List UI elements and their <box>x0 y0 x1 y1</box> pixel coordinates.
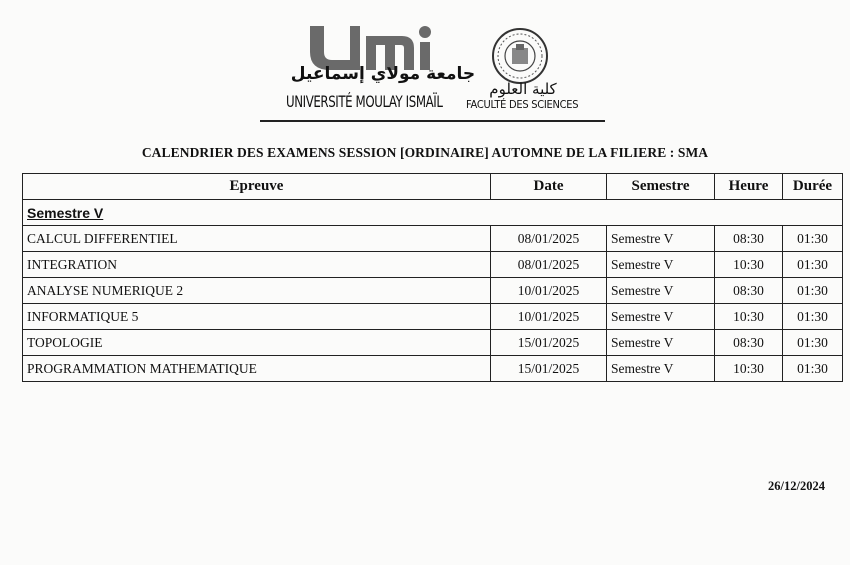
university-name-arabic: جامعة مولاي إسماعيل <box>290 64 476 84</box>
cell-duree: 01:30 <box>783 252 843 278</box>
cell-epreuve: PROGRAMMATION MATHEMATIQUE <box>23 356 491 382</box>
cell-heure: 10:30 <box>715 356 783 382</box>
cell-date: 10/01/2025 <box>491 304 607 330</box>
table-row <box>23 226 843 252</box>
cell-heure: 08:30 <box>715 226 783 252</box>
cell-date: 15/01/2025 <box>491 356 607 382</box>
page-title: CALENDRIER DES EXAMENS SESSION [ORDINAIRE] AUTOMNE DE LA FILIERE : SMA <box>141 145 709 160</box>
document-header <box>258 18 608 122</box>
section-label: Semestre V <box>23 200 843 226</box>
section-row <box>23 200 843 226</box>
faculty-seal-icon <box>490 26 550 86</box>
cell-heure: 08:30 <box>715 278 783 304</box>
university-name: UNIVERSITÉ MOULAY ISMAÏL <box>286 92 443 111</box>
cell-semestre: Semestre V <box>607 356 715 382</box>
cell-duree: 01:30 <box>783 330 843 356</box>
exam-schedule-table <box>22 173 843 382</box>
cell-epreuve: TOPOLOGIE <box>23 330 491 356</box>
cell-semestre: Semestre V <box>607 252 715 278</box>
table-row <box>23 252 843 278</box>
cell-date: 08/01/2025 <box>491 226 607 252</box>
cell-date: 15/01/2025 <box>491 330 607 356</box>
document-date: 26/12/2024 <box>768 479 825 493</box>
table-row <box>23 278 843 304</box>
faculty-name-arabic: كلية العلوم <box>489 80 557 98</box>
table-row <box>23 330 843 356</box>
column-header-heure: Heure <box>715 174 783 200</box>
cell-semestre: Semestre V <box>607 226 715 252</box>
cell-date: 10/01/2025 <box>491 278 607 304</box>
cell-duree: 01:30 <box>783 226 843 252</box>
column-header-semestre: Semestre <box>607 174 715 200</box>
cell-semestre: Semestre V <box>607 304 715 330</box>
header-divider <box>260 120 605 122</box>
table-row <box>23 304 843 330</box>
table-row <box>23 356 843 382</box>
cell-heure: 08:30 <box>715 330 783 356</box>
cell-heure: 10:30 <box>715 304 783 330</box>
column-header-epreuve: Epreuve <box>23 174 491 200</box>
cell-epreuve: ANALYSE NUMERIQUE 2 <box>23 278 491 304</box>
column-header-duree: Durée <box>783 174 843 200</box>
column-header-date: Date <box>491 174 607 200</box>
cell-duree: 01:30 <box>783 356 843 382</box>
faculty-name: FACULTÉ DES SCIENCES <box>466 98 579 111</box>
cell-semestre: Semestre V <box>607 278 715 304</box>
cell-heure: 10:30 <box>715 252 783 278</box>
table-header-row <box>23 174 843 200</box>
cell-duree: 01:30 <box>783 304 843 330</box>
cell-date: 08/01/2025 <box>491 252 607 278</box>
cell-duree: 01:30 <box>783 278 843 304</box>
cell-epreuve: CALCUL DIFFERENTIEL <box>23 226 491 252</box>
cell-epreuve: INFORMATIQUE 5 <box>23 304 491 330</box>
cell-semestre: Semestre V <box>607 330 715 356</box>
cell-epreuve: INTEGRATION <box>23 252 491 278</box>
